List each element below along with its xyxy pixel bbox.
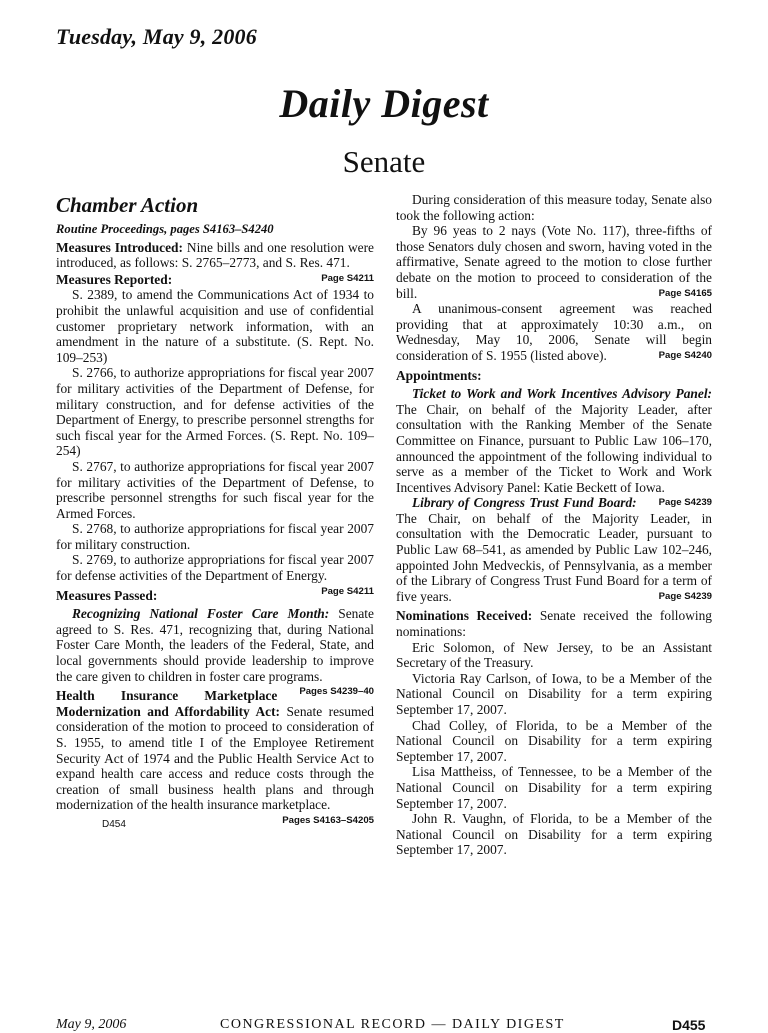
run-in-heading: Health Insurance Marketplace Modernization and Affordability Act: [56,688,280,719]
reported-item [56,365,374,459]
run-in-heading: Nominations Received: [396,608,533,624]
paragraph-text: S. 2389, to amend the Communications Act of 1934 to prohibit the unlawful acquisition and use of confidential customer proprietary network information, with an amendment in the nature of a substitute. (S. Rept. No. 109–253) [56,287,374,365]
reported-item [56,521,374,552]
run-in-subheading: Ticket to Work and Work Incentives Advisory Panel: [412,386,712,402]
page-number: D454 [102,818,126,830]
nomination-item: Eric Solomon, of New Jersey, to be an Assistant Secretary of the Treasury. [396,639,712,671]
paragraph-text: A unanimous-consent agreement was reached providing that at approximately 10:30 a.m., on Wednesday, May 10, 2006, Senate will begin consideration of S. 1955 (listed above). [396,301,712,363]
page-reference: Page S4211 [321,585,374,597]
paragraph-text: The Chair, on behalf of the Majority Leader, after consultation with the Ranking Member of the Senate Committee on Finance, pursuant to Public Law 106–170, announced the appointment of the following individual to serve as a member of the Ticket to Work and Work Incentives Advisory Panel: Katie Beckett of Iowa. [396,401,712,495]
paragraph-text: Senate received the following nominations: [396,608,712,640]
unanimous-consent [396,301,712,363]
left-column [56,192,374,833]
paragraph-text: S. 2769, to authorize appropriations for fiscal year 2007 for defense activities of the Department of Energy. [56,552,374,584]
footer-date: May 9, 2006 [56,1017,127,1032]
appointments-heading: Appointments: [396,367,482,383]
page-reference: Page S4211 [321,272,374,284]
appointment-item [396,495,712,604]
reported-item [56,287,374,365]
measures-passed-heading: Measures Passed: [56,587,158,603]
footer-page-number: D455 [672,1017,706,1033]
paragraph-text: By 96 yeas to 2 nays (Vote No. 117), three-fifths of those Senators duly chosen and sworn, having voted in the affirmative, Senate agreed to the motion to close further debate on the motion to proceed to consideration of the bill. [396,223,712,301]
paragraph-text: S. 2766, to authorize appropriations for fiscal year 2007 for military activities of the Department of Defense, for military construction, and for defense activities of the Department of Energy, to prescribe personnel strengths for such fiscal year for the Armed Forces. (S. Rept. No. 109–254) [56,365,374,459]
run-in-subheading: Library of Congress Trust Fund Board: [412,495,637,511]
page-reference: Page S4239 [658,590,712,602]
routine-proceedings: Routine Proceedings, pages S4163–S4240 [56,222,274,236]
paragraph-text: Senate agreed to S. Res. 471, recognizing that, during National Foster Care Month, the leaders of the Federal, State, and local governments should provide leadership to improve the care given to children in foster care programs. [56,606,374,684]
run-in-heading: Measures Introduced: [56,239,183,255]
page-date: Tuesday, May 9, 2006 [56,24,257,49]
nomination-item: Victoria Ray Carlson, of Iowa, to be a Member of the National Council on Disability for a term expiring September 17, 2007. [396,670,712,717]
nomination-item: Chad Colley, of Florida, to be a Member of the National Council on Disability for a term expiring September 17, 2007. [396,717,712,764]
measures-reported-heading: Measures Reported: [56,271,173,287]
reported-item [56,459,374,521]
paragraph-text: S. 2767, to authorize appropriations for fiscal year 2007 for military activities of the Department of Defense, to prescribe personnel strengths for such fiscal year for the Armed Forces. [56,458,374,521]
paragraph-text: Senate resumed consideration of the motion to proceed to consideration of S. 1955, to amend title I of the Employee Retirement Security Act of 1974 and the Public Health Service Act to expand health care access and reduce costs through the creation of small business health plans and through modernization of the health insurance marketplace. [56,703,374,813]
page-reference: Page S4240 [658,349,712,361]
run-in-subheading: Recognizing National Foster Care Month: [72,606,330,622]
footer-publication: CONGRESSIONAL RECORD — DAILY DIGEST [220,1017,565,1032]
right-column [396,192,712,858]
next-page-header [0,1014,768,1033]
masthead-title: Daily Digest [279,81,489,126]
paragraph: During consideration of this measure today, Senate also took the following action: [396,192,712,223]
chamber-heading: Senate [342,144,426,179]
page-reference: Pages S4163–S4205 [282,814,374,826]
section-title: Chamber Action [56,193,199,217]
nominations-received [396,608,712,639]
paragraph-text: Nine bills and one resolution were introduced, as follows: S. 2765–2773, and S. Res. 471. [56,239,374,271]
nomination-item: Lisa Mattheiss, of Tennessee, to be a Member of the National Council on Disability for a term expiring September 17, 2007. [396,764,712,811]
measures-passed-item [56,606,374,698]
page-reference: Page S4239 [658,497,712,509]
page-reference: Page S4165 [658,287,712,299]
nomination-item: John R. Vaughn, of Florida, to be a Member of the National Council on Disability for a term expiring September 17, 2007. [396,811,712,858]
page-reference: Pages S4239–40 [299,686,374,698]
paragraph-text: S. 2768, to authorize appropriations for fiscal year 2007 for military construction. [56,521,374,552]
paragraph-text: The Chair, on behalf of the Majority Leader, in consultation with the Democratic Leader, pursuant to Public Law 68–541, as amended by Public Law 102–246, appointed John Medveckis, of Pennsylvania, as a member of the Library of Congress Trust Fund Board for a term of five years. [396,510,712,604]
cloture-vote [396,223,712,301]
